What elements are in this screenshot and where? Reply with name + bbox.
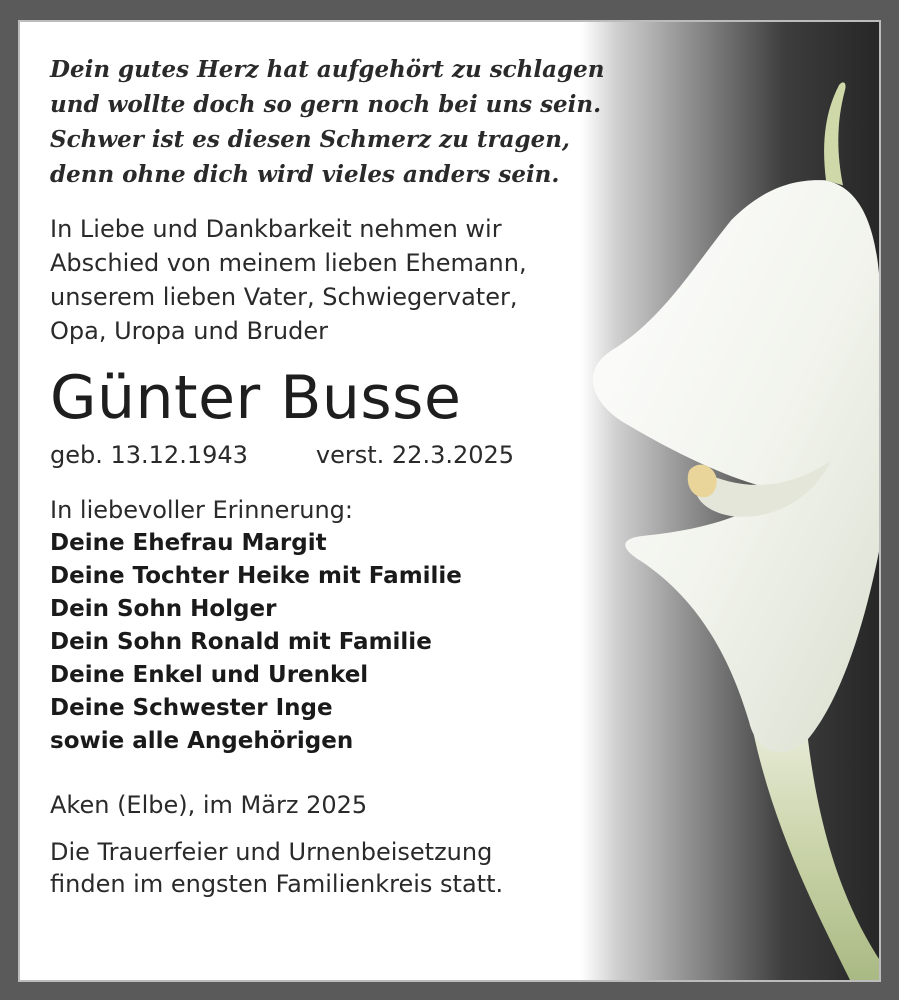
mourner: Deine Tochter Heike mit Familie (50, 563, 462, 589)
mourner: Dein Sohn Holger (50, 596, 277, 622)
mourner: Deine Schwester Inge (50, 695, 333, 721)
funeral-notice (50, 836, 650, 900)
intro-line: Opa, Uropa und Bruder (50, 317, 328, 345)
intro-line: In Liebe und Dankbarkeit nehmen wir (50, 215, 502, 243)
mourner: Deine Enkel und Urenkel (50, 662, 369, 688)
mourners-list (50, 527, 650, 758)
poem-line: Schwer ist es diesen Schmerz zu tragen, (50, 126, 570, 153)
birth-date: geb. 13.12.1943 (50, 441, 248, 469)
mourner: Dein Sohn Ronald mit Familie (50, 629, 432, 655)
notice-line: Die Trauerfeier und Urnenbeisetzung (50, 838, 493, 866)
deceased-name: Günter Busse (50, 363, 462, 433)
poem-line: und wollte doch so gern noch bei uns sein. (50, 91, 602, 118)
poem-line: Dein gutes Herz hat aufgehört zu schlagen (50, 56, 605, 83)
life-dates (50, 438, 650, 472)
lily-spadix (688, 465, 717, 498)
intro-line: unserem lieben Vater, Schwiegervater, (50, 283, 518, 311)
mourner: Deine Ehefrau Margit (50, 530, 327, 556)
memory-label: In liebevoller Erinnerung: (50, 496, 353, 524)
intro-line: Abschied von meinem lieben Ehemann, (50, 249, 527, 277)
poem-line: denn ohne dich wird vieles anders sein. (50, 161, 560, 188)
place-date: Aken (Elbe), im März 2025 (50, 791, 368, 819)
lily-tip (824, 82, 845, 185)
obituary-text (50, 52, 650, 900)
mourner: sowie alle Angehörigen (50, 728, 354, 754)
lily-stem (751, 721, 881, 982)
death-date: verst. 22.3.2025 (315, 441, 515, 469)
memorial-poem (50, 52, 650, 192)
intro-paragraph (50, 212, 650, 348)
notice-line: finden im engsten Familienkreis statt. (50, 870, 504, 898)
